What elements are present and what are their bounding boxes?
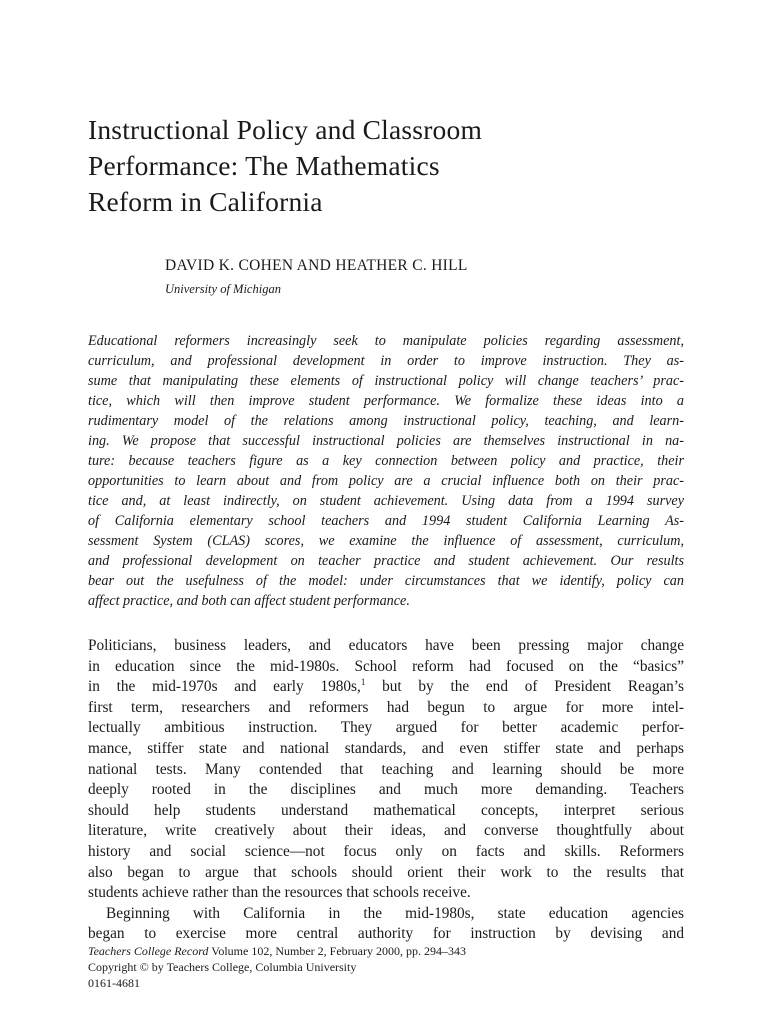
citation-footer: [88, 943, 466, 991]
body-line: should help students understand mathematical concepts, interpret serious: [88, 801, 684, 819]
abstract-line: sessment System (CLAS) scores, we examine the influence of assessment, curriculum,: [88, 533, 684, 549]
body-line: began to exercise more central authority for instruction by devising and: [88, 925, 684, 943]
copyright-notice: Copyright © by Teachers College, Columbia University: [88, 960, 357, 974]
abstract-line: Educational reformers increasingly seek to manipulate policies regarding assessment,: [88, 333, 684, 349]
abstract-line: tice, which will then improve student performance. We formalize these ideas into a: [88, 393, 684, 409]
body-text: [88, 636, 684, 945]
abstract-line: sume that manipulating these elements of instructional policy will change teachers’ prac-: [88, 373, 684, 389]
abstract-line: ture: because teachers figure as a key connection between policy and practice, their: [88, 453, 684, 469]
body-text-fragment: in the mid-1970s and early 1980s,: [88, 678, 361, 696]
body-line: Politicians, business leaders, and educators have been pressing major change: [88, 637, 684, 654]
abstract-line: affect practice, and both can affect student performance.: [88, 593, 410, 609]
body-line: in education since the mid-1980s. School reform had focused on the “basics”: [88, 657, 684, 675]
abstract-line: opportunities to learn about and from policy are a crucial influence both on their prac-: [88, 473, 684, 489]
title-line: Performance: The Mathematics: [88, 150, 440, 181]
paper-title: [88, 112, 684, 220]
title-line: Reform in California: [88, 186, 323, 217]
citation-details: Volume 102, Number 2, February 2000, pp. 294–343: [208, 944, 466, 958]
body-line: history and social science—not focus only on facts and skills. Reformers: [88, 842, 684, 860]
abstract-line: rudimentary model of the relations among instructional policy, teaching, and learn-: [88, 413, 684, 429]
body-line: deeply rooted in the disciplines and much more demanding. Teachers: [88, 781, 684, 799]
journal-citation: [88, 943, 466, 959]
body-line: students achieve rather than the resources that schools receive.: [88, 884, 471, 902]
body-line-with-footnote: [88, 677, 684, 698]
body-line: literature, write creatively about their ideas, and converse thoughtfully about: [88, 822, 684, 840]
abstract-line: ing. We propose that successful instructional policies are themselves instructional in na-: [88, 433, 684, 449]
body-line: also began to argue that schools should orient their work to the results that: [88, 863, 684, 881]
abstract-line: bear out the usefulness of the model: under circumstances that we identify, policy can: [88, 573, 684, 589]
abstract-line: curriculum, and professional development in order to improve instruction. They as-: [88, 353, 684, 369]
abstract-line: tice and, at least indirectly, on student achievement. Using data from a 1994 survey: [88, 493, 684, 509]
footnote-marker[interactable]: 1: [360, 677, 366, 688]
body-line: first term, researchers and reformers had begun to argue for more intel-: [88, 698, 684, 716]
author-affiliation: University of Michigan: [165, 282, 281, 296]
body-text-fragment: but by the end of President Reagan’s: [365, 678, 684, 696]
journal-name: Teachers College Record: [88, 944, 209, 958]
abstract-line: and professional development on teacher practice and student achievement. Our results: [88, 553, 684, 569]
title-line: Instructional Policy and Classroom: [88, 114, 483, 145]
body-line: Beginning with California in the mid-1980s, state education agencies: [106, 904, 684, 922]
author-names: DAVID K. COHEN AND HEATHER C. HILL: [165, 257, 468, 274]
body-line: national tests. Many contended that teaching and learning should be more: [88, 760, 684, 778]
body-line: lectually ambitious instruction. They argued for better academic perfor-: [88, 719, 684, 737]
abstract: [88, 331, 684, 611]
abstract-line: of California elementary school teachers and 1994 student California Learning As-: [88, 513, 684, 529]
issn-number: 0161-4681: [88, 976, 140, 990]
body-line: mance, stiffer state and national standards, and even stiffer state and perhaps: [88, 739, 684, 757]
paper-page: [88, 0, 684, 1024]
